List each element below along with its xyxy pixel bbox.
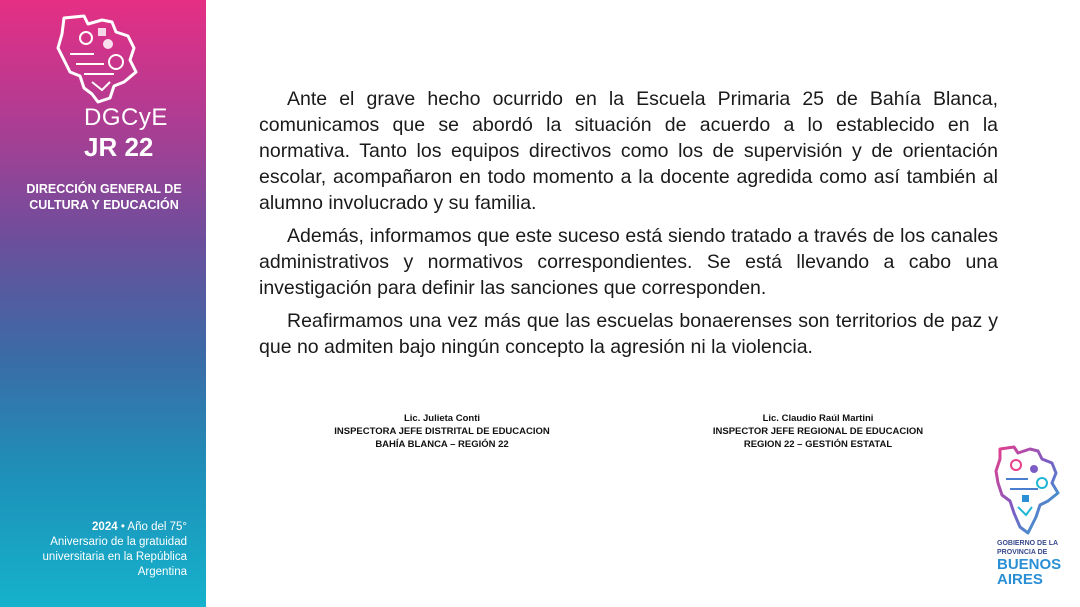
- pba-caption-line: PROVINCIA DE: [997, 549, 1048, 556]
- pba-wordmark-line: BUENOS: [997, 556, 1062, 573]
- organization-name: [14, 181, 194, 213]
- org-name-line: CULTURA Y EDUCACIÓN: [29, 198, 179, 212]
- anniversary-text: Argentina: [137, 566, 187, 578]
- statement-body: [259, 86, 998, 367]
- signatory-title: INSPECTORA JEFE DISTRITAL DE EDUCACION: [334, 426, 550, 437]
- signatory-location: BAHÍA BLANCA – REGIÓN 22: [375, 439, 509, 450]
- pba-logo-caption: [997, 539, 1077, 557]
- statement-paragraph: Además, informamos que este suceso está siendo tratado a través de los canales administrativos y normativos correspondientes. Se está llevando a cabo una investigación para definir las sanciones que corresponden.: [259, 225, 998, 299]
- org-name-line: DIRECCIÓN GENERAL DE: [26, 182, 182, 196]
- signature-right: [668, 412, 968, 451]
- logo-abbreviation: DGCyE: [84, 104, 168, 131]
- pba-caption-line: GOBIERNO DE LA: [997, 540, 1059, 547]
- anniversary-text: • Año del 75°: [117, 521, 187, 533]
- statement-paragraph: Reafirmamos una vez más que las escuelas bonaerenses son territorios de paz y que no admiten bajo ningún concepto la agresión ni la violencia.: [259, 310, 998, 358]
- statement-paragraph: Ante el grave hecho ocurrido en la Escuela Primaria 25 de Bahía Blanca, comunicamos que se abordó la situación de acuerdo a lo establecido en la normativa. Tanto los equipos directivos como los de supervisión y de orientación escolar, acompañaron en todo momento a la docente agredida como así también al alumno involucrado y su familia.: [259, 88, 998, 214]
- signatory-name: Lic. Julieta Conti: [403, 413, 480, 424]
- anniversary-text: Aniversario de la gratuidad: [50, 536, 187, 548]
- signature-left: [292, 412, 592, 451]
- province-map-logo-icon: [994, 443, 1064, 539]
- province-map-logo-icon: [54, 14, 140, 104]
- pba-logo-wordmark: [997, 557, 1077, 587]
- signatory-title: INSPECTOR JEFE REGIONAL DE EDUCACION: [712, 426, 924, 437]
- signatory-location: REGION 22 – GESTIÓN ESTATAL: [743, 439, 893, 450]
- pba-wordmark-line: AIRES: [997, 571, 1043, 588]
- jefatura-region-label: JR 22: [84, 132, 154, 162]
- anniversary-note: [7, 520, 187, 580]
- sidebar: [0, 0, 206, 607]
- anniversary-text: universitaria en la República: [42, 551, 187, 563]
- anniversary-year: 2024: [92, 521, 118, 533]
- signatory-name: Lic. Claudio Raúl Martini: [762, 413, 874, 424]
